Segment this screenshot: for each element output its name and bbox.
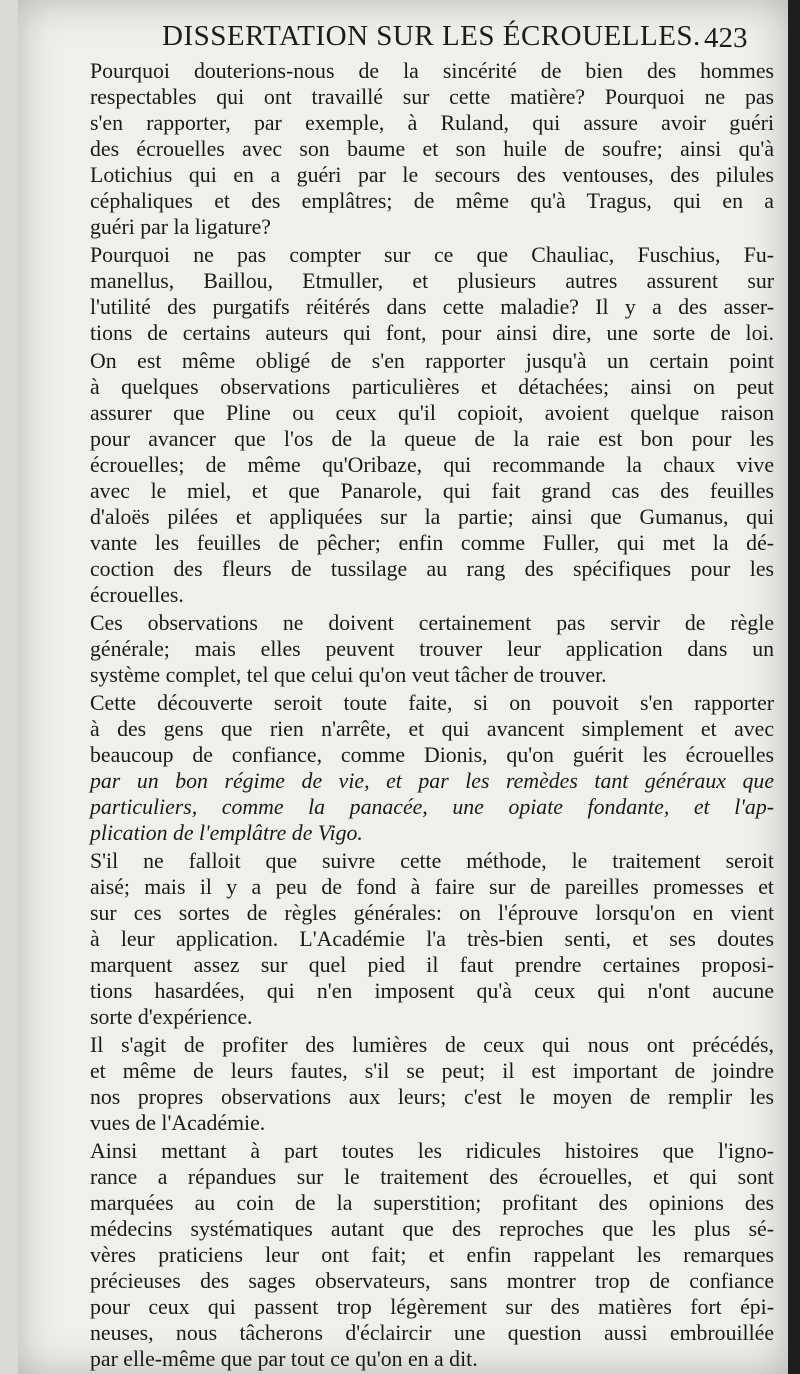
paragraph-4 bbox=[66, 610, 774, 688]
text-line: générale; mais elles peuvent trouver leur application dans un bbox=[90, 637, 774, 661]
text-line: Pourquoi ne pas compter sur ce que Chauliac, Fuschius, Fu- bbox=[90, 243, 774, 267]
text-line: par un bon régime de vie, et par les remèdes tant généraux que bbox=[90, 769, 774, 793]
page-edge bbox=[0, 0, 18, 1374]
paragraph-8 bbox=[66, 1138, 774, 1372]
text-line: sorte d'expérience. bbox=[90, 1005, 253, 1029]
text-line: pour avancer que l'os de la queue de la raie est bon pour les bbox=[90, 427, 774, 451]
text-line: beaucoup de confiance, comme Dionis, qu'on guérit les écrouelles bbox=[90, 743, 774, 767]
text-line: avec le miel, et que Panarole, qui fait grand cas des feuilles bbox=[90, 479, 774, 503]
text-line: médecins systématiques autant que des reproches que les plus sé- bbox=[90, 1217, 774, 1241]
text-line: Ces observations ne doivent certainement pas servir de règle bbox=[90, 611, 774, 635]
text-line: Cette découverte seroit toute faite, si on pouvoit s'en rapporter bbox=[90, 691, 774, 715]
text-line: vante les feuilles de pêcher; enfin comme Fuller, qui met la dé- bbox=[90, 531, 774, 555]
text-line: à quelques observations particulières et détachées; ainsi on peut bbox=[90, 375, 774, 399]
text-line: l'utilité des purgatifs réitérés dans cette maladie? Il y a des asser- bbox=[90, 295, 774, 319]
text-line: coction des fleurs de tussilage au rang des spécifiques pour les bbox=[90, 557, 774, 581]
text-line: Pourquoi douterions-nous de la sincérité de bien des hommes bbox=[90, 59, 774, 83]
book-page bbox=[18, 0, 788, 1374]
running-title: DISSERTATION SUR LES ÉCROUELLES. bbox=[162, 20, 701, 52]
paragraph-7 bbox=[66, 1032, 774, 1136]
page-header bbox=[18, 14, 788, 58]
text-line: nos propres observations aux leurs; c'est le moyen de remplir les bbox=[90, 1085, 774, 1109]
text-line: sur ces sortes de règles générales: on l'éprouve lorsqu'on en vient bbox=[90, 901, 774, 925]
text-line: Il s'agit de profiter des lumières de ceux qui nous ont précédés, bbox=[90, 1033, 774, 1057]
text-line: respectables qui ont travaillé sur cette matière? Pourquoi ne pas bbox=[90, 85, 774, 109]
text-line: marquent assez sur quel pied il faut prendre certaines proposi- bbox=[90, 953, 774, 977]
text-line: S'il ne falloit que suivre cette méthode, le traitement seroit bbox=[90, 849, 774, 873]
text-line: manellus, Baillou, Etmuller, et plusieurs autres assurent sur bbox=[90, 269, 774, 293]
paragraph-1 bbox=[66, 58, 774, 240]
text-line: à des gens que rien n'arrête, et qui avancent simplement et avec bbox=[90, 717, 774, 741]
text-line: tions de certains auteurs qui font, pour ainsi dire, une sorte de loi. bbox=[90, 321, 774, 345]
text-line: vues de l'Académie. bbox=[90, 1111, 266, 1135]
text-line: neuses, nous tâcherons d'éclaircir une question aussi embrouillée bbox=[90, 1321, 774, 1345]
text-line: assurer que Pline ou ceux qu'il copioit, avoient quelque raison bbox=[90, 401, 774, 425]
page-number: 423 bbox=[704, 22, 748, 54]
paragraph-2 bbox=[66, 242, 774, 346]
text-line: écrouelles. bbox=[90, 583, 184, 607]
text-line: écrouelles; de même qu'Oribaze, qui recommande la chaux vive bbox=[90, 453, 774, 477]
text-line: et même de leurs fautes, s'il se peut; il est important de joindre bbox=[90, 1059, 774, 1083]
text-line: particuliers, comme la panacée, une opiate fondante, et l'ap- bbox=[90, 795, 774, 819]
text-line: vères praticiens leur ont fait; et enfin rappelant les remarques bbox=[90, 1243, 774, 1267]
text-line: aisé; mais il y a peu de fond à faire sur de pareilles promesses et bbox=[90, 875, 774, 899]
text-line: Lotichius qui en a guéri par le secours des ventouses, des pilules bbox=[90, 163, 774, 187]
text-line: plication de l'emplâtre de Vigo. bbox=[90, 821, 363, 845]
text-line: par elle-même que par tout ce qu'on en a dit. bbox=[90, 1347, 478, 1371]
text-line: Ainsi mettant à part toutes les ridicules histoires que l'igno- bbox=[90, 1139, 774, 1163]
text-line: d'aloës pilées et appliquées sur la partie; ainsi que Gumanus, qui bbox=[90, 505, 774, 529]
body-text bbox=[66, 58, 774, 1374]
text-line: s'en rapporter, par exemple, à Ruland, qui assure avoir guéri bbox=[90, 111, 774, 135]
text-line: système complet, tel que celui qu'on veut tâcher de trouver. bbox=[90, 663, 607, 687]
text-line: à leur application. L'Académie l'a très-bien senti, et ses doutes bbox=[90, 927, 774, 951]
text-line: On est même obligé de s'en rapporter jusqu'à un certain point bbox=[90, 349, 774, 373]
text-line: pour ceux qui passent trop légèrement sur des matières fort épi- bbox=[90, 1295, 774, 1319]
text-line: précieuses des sages observateurs, sans montrer trop de confiance bbox=[90, 1269, 774, 1293]
text-line: tions hasardées, qui n'en imposent qu'à ceux qui n'ont aucune bbox=[90, 979, 774, 1003]
paragraph-5 bbox=[66, 690, 774, 846]
text-line: céphaliques et des emplâtres; de même qu'à Tragus, qui en a bbox=[90, 189, 774, 213]
paragraph-6 bbox=[66, 848, 774, 1030]
text-line: marquées au coin de la superstition; profitant des opinions des bbox=[90, 1191, 774, 1215]
text-line: guéri par la ligature? bbox=[90, 215, 271, 239]
text-line: rance a répandues sur le traitement des écrouelles, et qui sont bbox=[90, 1165, 774, 1189]
text-line: des écrouelles avec son baume et son huile de soufre; ainsi qu'à bbox=[90, 137, 774, 161]
paragraph-3 bbox=[66, 348, 774, 608]
